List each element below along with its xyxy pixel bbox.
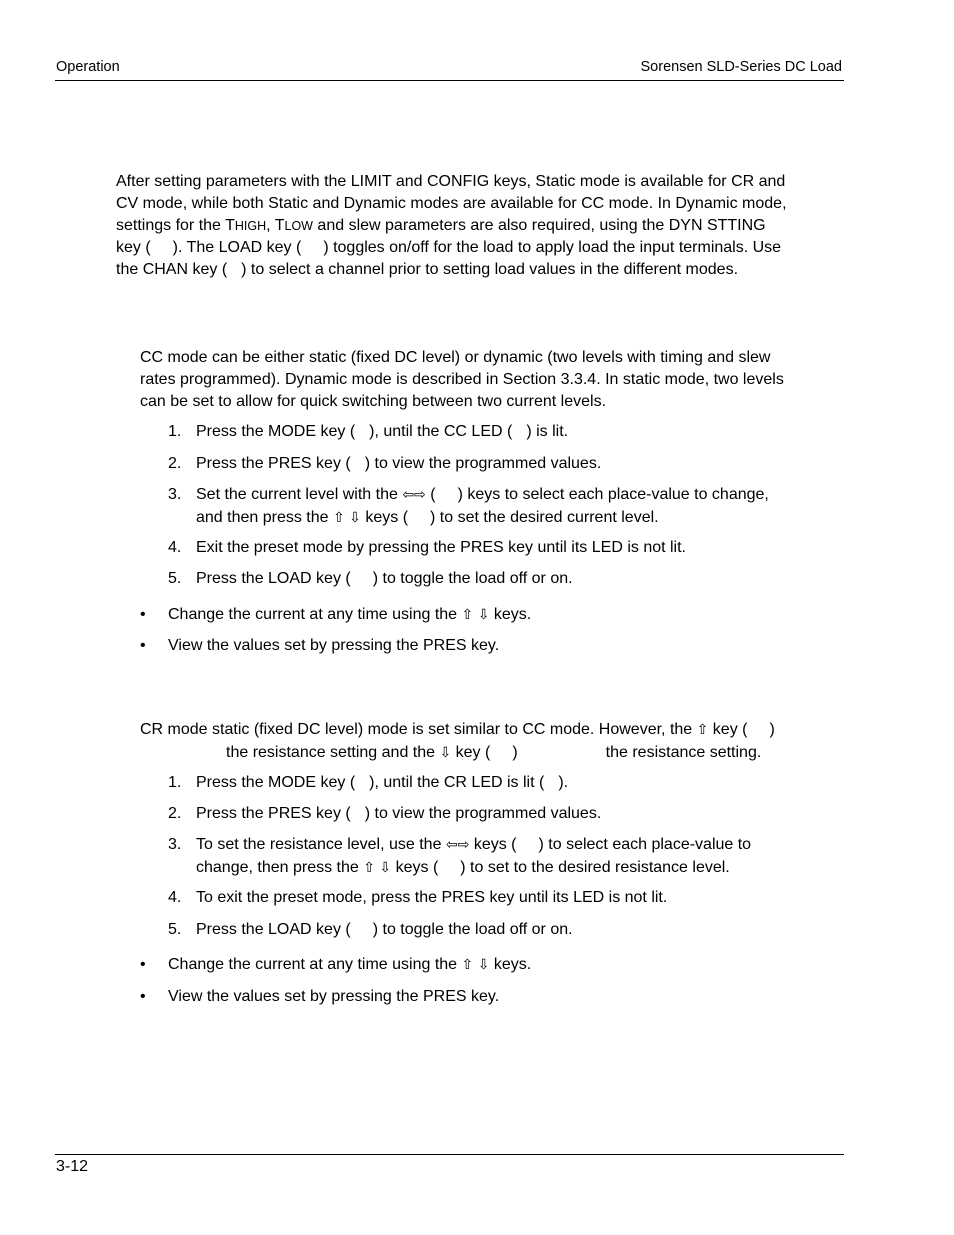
cc-line: can be set to allow for quick switching between two current levels.	[140, 392, 607, 410]
bullet-icon: •	[140, 956, 146, 973]
up-down-arrow-icon: ⇧ ⇩	[363, 859, 392, 876]
intro-line: key ( ). The LOAD key ( ) toggles on/off for the load to apply load the input terminals. Use	[116, 239, 782, 257]
cc-line: CC mode can be either static (fixed DC level) or dynamic (two levels with timing and slew	[140, 349, 771, 366]
cr-mode-paragraph	[140, 719, 846, 765]
bullet-icon: •	[140, 988, 146, 1005]
cr-line: the resistance setting and the ⇩ key ( ) the resistance setting.	[226, 743, 762, 761]
intro-line: the CHAN key ( ) to select a channel prior to setting load values in the different modes.	[116, 261, 739, 279]
up-down-arrow-icon: ⇧ ⇩	[461, 607, 490, 623]
cc-line: rates programmed). Dynamic mode is described in Section 3.3.4. In static mode, two levels	[140, 370, 784, 388]
bullet-icon: •	[140, 637, 146, 654]
cr-line: CR mode static (fixed DC level) mode is set similar to CC mode. However, the ⇧ key ( )	[140, 721, 775, 738]
bullet-icon: •	[140, 606, 146, 623]
left-right-arrow-icon: ⇦⇨	[402, 487, 426, 503]
up-down-arrow-icon: ⇧ ⇩	[461, 957, 490, 973]
page-number: 3-12	[56, 1158, 89, 1175]
left-right-arrow-icon: ⇦⇨	[445, 837, 470, 853]
down-arrow-icon: ⇩	[439, 744, 452, 761]
header-manual-title: Sorensen SLD-Series DC Load	[640, 59, 842, 75]
up-arrow-icon: ⇧	[696, 722, 709, 738]
intro-paragraph	[116, 171, 846, 281]
up-down-arrow-icon: ⇧ ⇩	[332, 509, 361, 526]
intro-line: CV mode, while both Static and Dynamic modes are available for CC mode. In Dynamic mode,	[116, 194, 787, 212]
footer-rule	[55, 1154, 844, 1155]
header-rule	[55, 80, 844, 81]
header-section-title: Operation	[56, 59, 120, 75]
intro-line: settings for the THIGH, TLOW and slew parameters are also required, using the DYN STTING	[116, 216, 766, 234]
cc-mode-paragraph	[140, 347, 846, 412]
intro-line: After setting parameters with the LIMIT and CONFIG keys, Static mode is available for CR and	[116, 173, 786, 190]
